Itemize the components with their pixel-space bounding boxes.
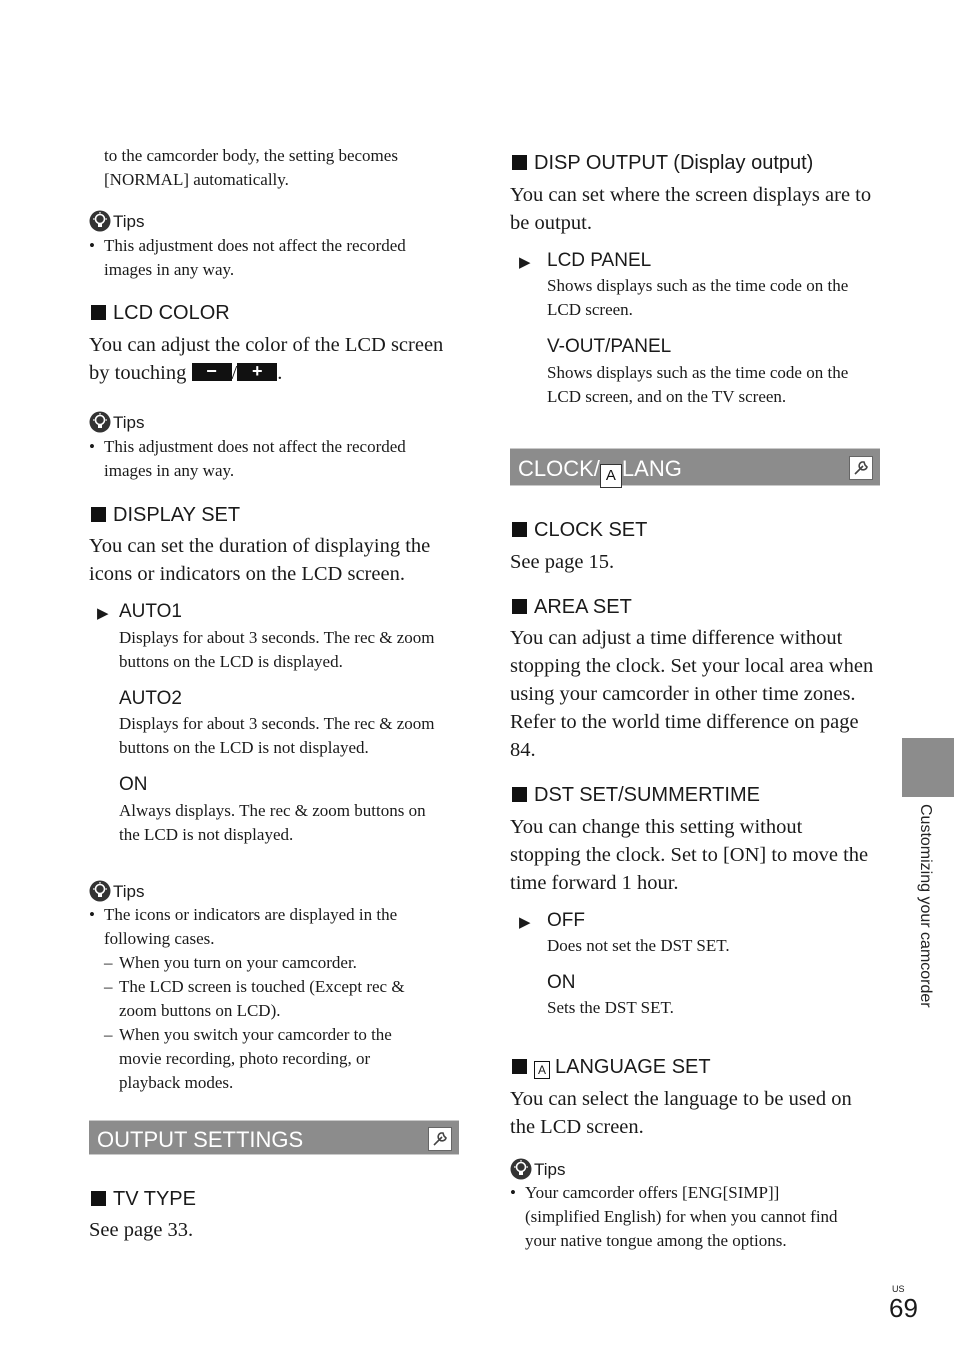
wrench-icon	[428, 1127, 452, 1151]
disp-output-description: You can set where the screen displays are to be output.	[510, 184, 872, 234]
option-description: Always displays. The rec & zoom buttons on the LCD is not displayed.	[119, 801, 426, 844]
square-bullet-icon	[512, 787, 527, 802]
tips-heading: Tips	[89, 411, 145, 434]
section-heading-clock-set: CLOCK SET	[512, 518, 647, 542]
region-code: US	[892, 1284, 905, 1294]
option-description: Does not set the DST SET.	[547, 936, 730, 955]
option-on: ON	[119, 774, 148, 795]
tips-heading: Tips	[89, 210, 145, 233]
triangle-right-icon: ▶	[519, 254, 531, 271]
option-description: Shows displays such as the time code on the LCD screen.	[547, 276, 849, 319]
tv-type-description: See page 33.	[89, 1219, 194, 1241]
wrench-icon	[849, 456, 873, 480]
option-auto2: AUTO2	[119, 688, 183, 709]
square-bullet-icon	[512, 599, 527, 614]
option-description: Displays for about 3 seconds. The rec & zoom buttons on the LCD is displayed.	[119, 628, 435, 671]
tips-heading: Tips	[89, 880, 145, 903]
section-heading-lcd-color: LCD COLOR	[91, 301, 230, 325]
language-set-description: You can select the language to be used on the LCD screen.	[510, 1088, 852, 1138]
square-bullet-icon	[91, 1191, 106, 1206]
triangle-right-icon: ▶	[519, 914, 531, 931]
dst-set-description: You can change this setting without stopping the clock. Set to [ON] to move the time forward 1 hour.	[510, 816, 869, 894]
option-auto1: AUTO1	[119, 601, 183, 622]
square-bullet-icon	[91, 305, 106, 320]
language-a-icon: A	[600, 464, 622, 488]
option-description: Sets the DST SET.	[547, 998, 674, 1017]
tips-subitem: – When you turn on your camcorder.	[104, 953, 357, 972]
section-heading-disp-output: DISP OUTPUT (Display output)	[512, 151, 813, 175]
triangle-right-icon: ▶	[97, 605, 109, 622]
section-heading-area-set: AREA SET	[512, 595, 632, 619]
square-bullet-icon	[512, 522, 527, 537]
tips-item: • This adjustment does not affect the recorded images in any way.	[89, 236, 406, 279]
intro-text: to the camcorder body, the setting becomes [NORMAL] automatically.	[104, 146, 398, 189]
tips-heading: Tips	[510, 1158, 566, 1181]
category-bar-output-settings: OUTPUT SETTINGS	[89, 1120, 459, 1155]
option-on: ON	[547, 972, 576, 993]
language-a-icon: A	[534, 1061, 550, 1079]
clock-set-description: See page 15.	[510, 551, 615, 573]
page-number: 69	[889, 1293, 918, 1323]
option-description: Displays for about 3 seconds. The rec & zoom buttons on the LCD is not displayed.	[119, 714, 435, 757]
square-bullet-icon	[512, 1059, 527, 1074]
section-heading-display-set: DISPLAY SET	[91, 503, 240, 527]
section-heading-dst-set: DST SET/SUMMERTIME	[512, 783, 760, 807]
area-set-description: You can adjust a time difference without stopping the clock. Set your local area when using your camcorder in other time zones. Refer to the world time difference on page 84.	[510, 627, 874, 761]
lightbulb-icon	[89, 411, 111, 433]
category-bar-clock-lang: CLOCK/ A LANG	[510, 448, 880, 486]
square-bullet-icon	[91, 507, 106, 522]
section-heading-language-set: A LANGUAGE SET	[512, 1055, 711, 1079]
lcd-color-description: You can adjust the color of the LCD screen by touching − / + .	[89, 334, 444, 384]
display-set-description: You can set the duration of displaying the icons or indicators on the LCD screen.	[89, 535, 431, 585]
sidebar-tab	[902, 738, 954, 797]
tips-item: • This adjustment does not affect the recorded images in any way.	[89, 437, 406, 480]
lightbulb-icon	[89, 880, 111, 902]
option-off: OFF	[547, 910, 585, 931]
sidebar-chapter-label: Customizing your camcorder	[917, 804, 934, 1008]
lightbulb-icon	[89, 210, 111, 232]
tips-subitem: – When you switch your camcorder to the movie recording, photo recording, or playback modes.	[104, 1025, 392, 1092]
lightbulb-icon	[510, 1158, 532, 1180]
option-lcd-panel: LCD PANEL	[547, 250, 652, 271]
plus-button-icon: +	[237, 363, 277, 381]
minus-button-icon: −	[192, 363, 232, 381]
tips-item: • The icons or indicators are displayed in the following cases. – When you turn on your camcorder. – The LCD screen is touched (Except rec & zoom buttons on LCD). – When you switch your camcorder to the movie recording, photo recording, or playback modes.	[89, 903, 459, 1095]
square-bullet-icon	[512, 155, 527, 170]
option-description: Shows displays such as the time code on the LCD screen, and on the TV screen.	[547, 363, 849, 406]
tips-item: • Your camcorder offers [ENG[SIMP]] (simplified English) for when you cannot find your native tongue among the options.	[510, 1183, 838, 1250]
tips-subitem: – The LCD screen is touched (Except rec & zoom buttons on LCD).	[104, 977, 405, 1020]
section-heading-tv-type: TV TYPE	[91, 1187, 196, 1211]
option-v-out-panel: V-OUT/PANEL	[547, 336, 672, 357]
